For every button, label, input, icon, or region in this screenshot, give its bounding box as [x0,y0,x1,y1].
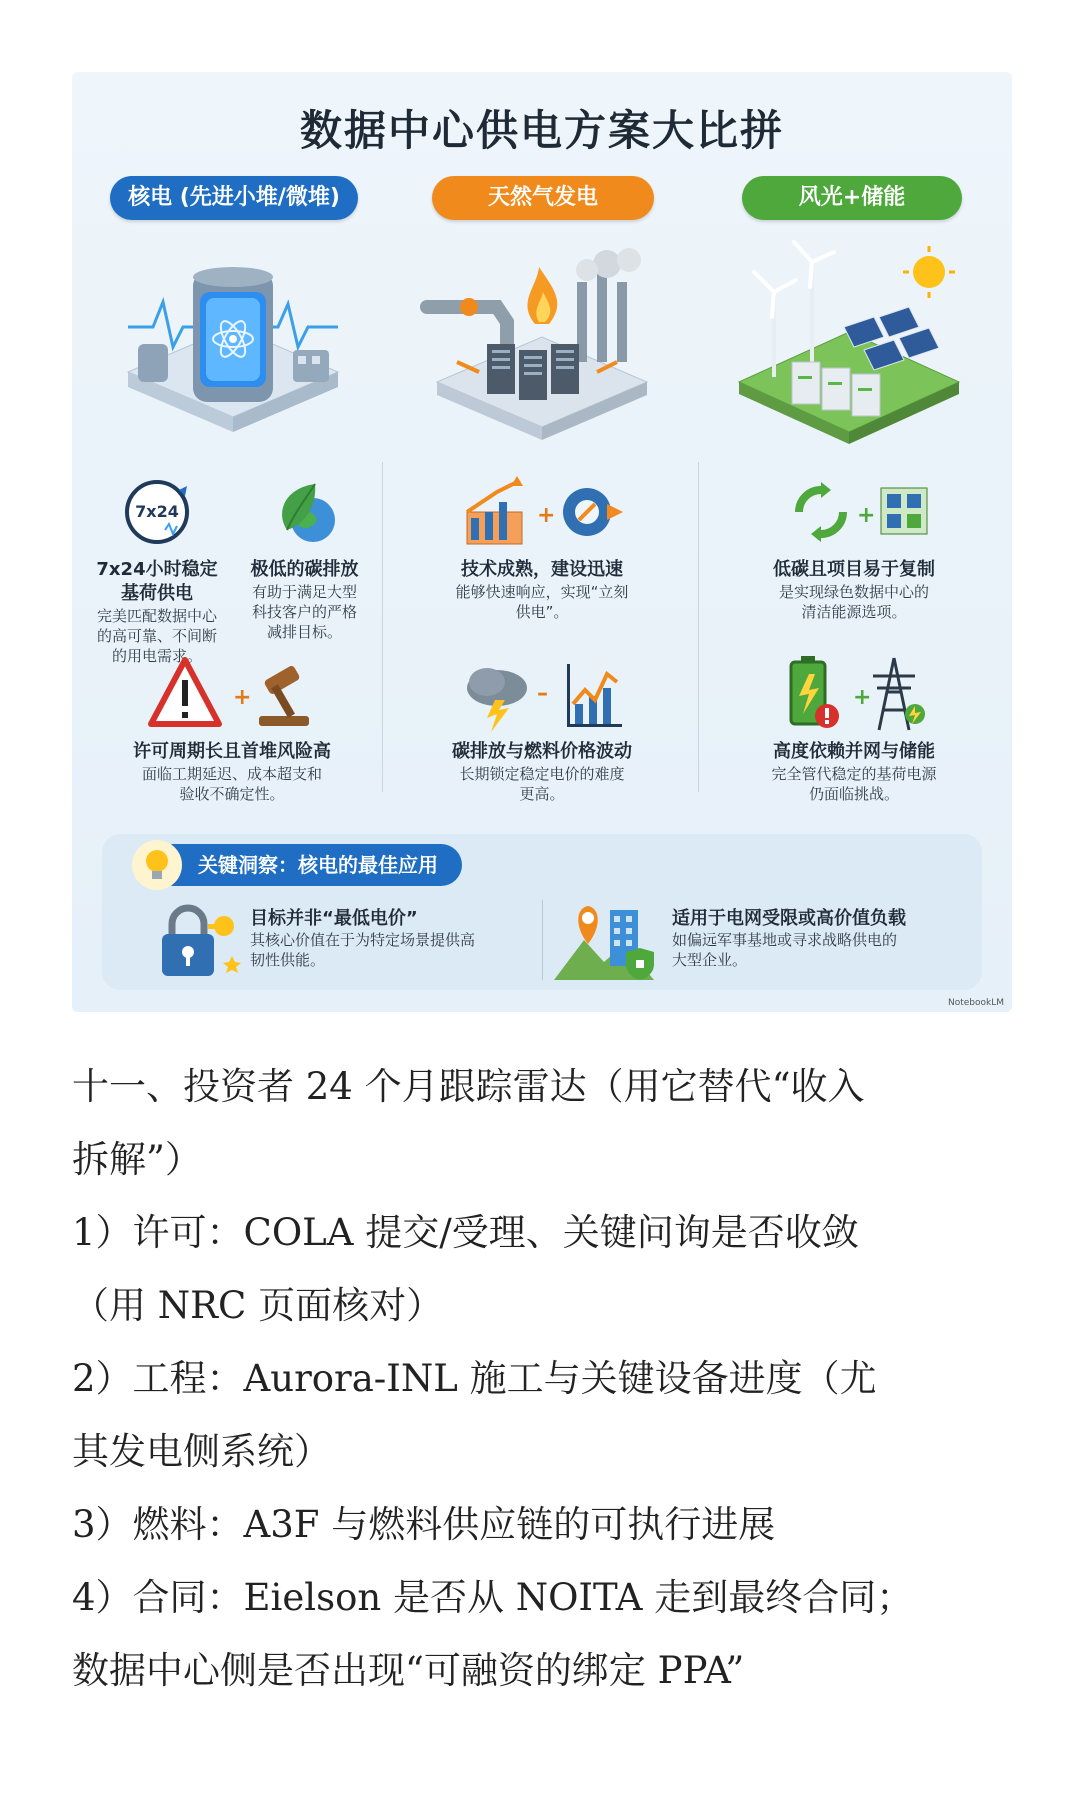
con-heading: 许可周期长且首堆风险高 [133,741,331,762]
insight-right-desc-line: 如偏远军事基地或寻求战略供电的 [672,931,898,949]
column-divider [698,462,699,792]
section-heading-line: 拆解”） [72,1138,202,1181]
svg-text:+: + [537,503,556,528]
column-divider [382,462,383,792]
nuclear-con-licensing [82,654,382,804]
source-credit: NotebookLM [947,998,1004,1008]
clock-24h-icon [117,472,197,552]
lightbulb-icon [132,840,182,890]
insight-left-desc-line: 其核心价值在于为特定场景提供高 [250,931,476,949]
pro-heading: 技术成熟，建设迅速 [461,559,623,580]
pro-desc-line: 减排目标。 [266,623,342,641]
gas-plant-icon [417,232,667,462]
storm-volatility-icon [457,654,627,734]
list-item-line: 数据中心侧是否出现“可融资的绑定 PPA” [72,1649,745,1692]
pro-desc-line: 的高可靠、不间断 [96,627,217,645]
insight-divider [542,900,543,980]
column-label-gas: 天然气发电 [432,176,654,220]
insight-right-heading: 适用于电网受限或高价值负载 [672,908,906,929]
pro-desc-line: 有助于满足大型 [251,583,357,601]
key-insight-panel [102,834,982,990]
list-item-line: 3）燃料：A3F 与燃料供应链的可执行进展 [72,1503,776,1546]
con-desc-line: 更高。 [519,785,565,803]
key-insight-label: 关键洞察：核电的最佳应用 [152,844,462,886]
con-desc-line: 长期锁定稳定电价的难度 [459,765,625,783]
insight-left-desc-line: 韧性供能。 [250,951,326,969]
renewable-pro-replicable [704,472,1004,622]
pro-desc-line: 的用电需求。 [111,647,202,665]
article-body [72,1050,1012,1707]
con-heading: 碳排放与燃料价格波动 [452,741,632,762]
insight-right-desc-line: 大型企业。 [672,951,748,969]
factory-growth-gear-icon [457,472,627,552]
column-label-nuclear: 核电 (先进小堆/微堆) [110,176,358,220]
section-heading-line: 十一、投资者 24 个月跟踪雷达（用它替代“收入 [72,1065,865,1108]
con-desc-line: 验收不确定性。 [179,785,285,803]
clock-label: 7x24 [135,502,179,521]
con-heading: 高度依赖并网与储能 [773,741,935,762]
gas-pro-mature [392,472,692,622]
svg-text:+: + [233,685,252,710]
pro-desc-line: 供电”。 [515,603,569,621]
insight-left-heading: 目标并非“最低电价” [250,908,418,929]
pro-heading: 低碳且项目易于复制 [773,559,935,580]
nuclear-pro-baseload [82,472,232,666]
infographic-title: 数据中心供电方案大比拼 [299,106,784,155]
pro-desc-line: 是实现绿色数据中心的 [778,583,929,601]
con-desc-line: 完全管代稳定的基荷电源 [771,765,937,783]
pro-desc-line: 科技客户的严格 [251,603,357,621]
lock-key-icon [154,900,244,980]
battery-tower-icon [769,654,939,734]
infographic [72,72,1012,1012]
list-item-line: 其发电侧系统） [72,1430,331,1473]
column-label-renewable: 风光+储能 [742,176,962,220]
recycle-modules-icon [769,472,939,552]
warning-gavel-icon [147,654,317,734]
pro-heading-line: 7x24小时稳定 [96,559,218,580]
list-item-line: 4）合同：Eielson 是否从 NOITA 走到最终合同； [72,1576,914,1619]
pro-desc-line: 清洁能源选项。 [801,603,907,621]
leaf-globe-icon [265,472,345,552]
list-item-line: 1）许可：COLA 提交/受理、关键问询是否收敛 [72,1211,859,1254]
con-desc-line: 仍面临挑战。 [808,785,899,803]
renewable-con-grid [704,654,1004,804]
gas-con-emissions [392,654,692,804]
list-item-line: 2）工程：Aurora-INL 施工与关键设备进度（尤 [72,1357,877,1400]
nuclear-reactor-icon [108,232,358,462]
list-item-line: （用 NRC 页面核对） [72,1284,444,1327]
nuclear-pro-low-carbon [232,472,377,642]
pro-desc-line: 完美匹配数据中心 [96,607,217,625]
svg-text:–: – [537,681,548,706]
location-building-shield-icon [554,900,664,984]
pro-heading-line: 基荷供电 [121,583,193,604]
svg-text:+: + [857,503,876,528]
con-desc-line: 面临工期延迟、成本超支和 [141,765,322,783]
svg-text:+: + [853,685,872,710]
pro-desc-line: 能够快速响应，实现“立刻 [455,583,629,601]
wind-solar-storage-icon [724,232,974,462]
pro-heading: 极低的碳排放 [250,559,359,580]
